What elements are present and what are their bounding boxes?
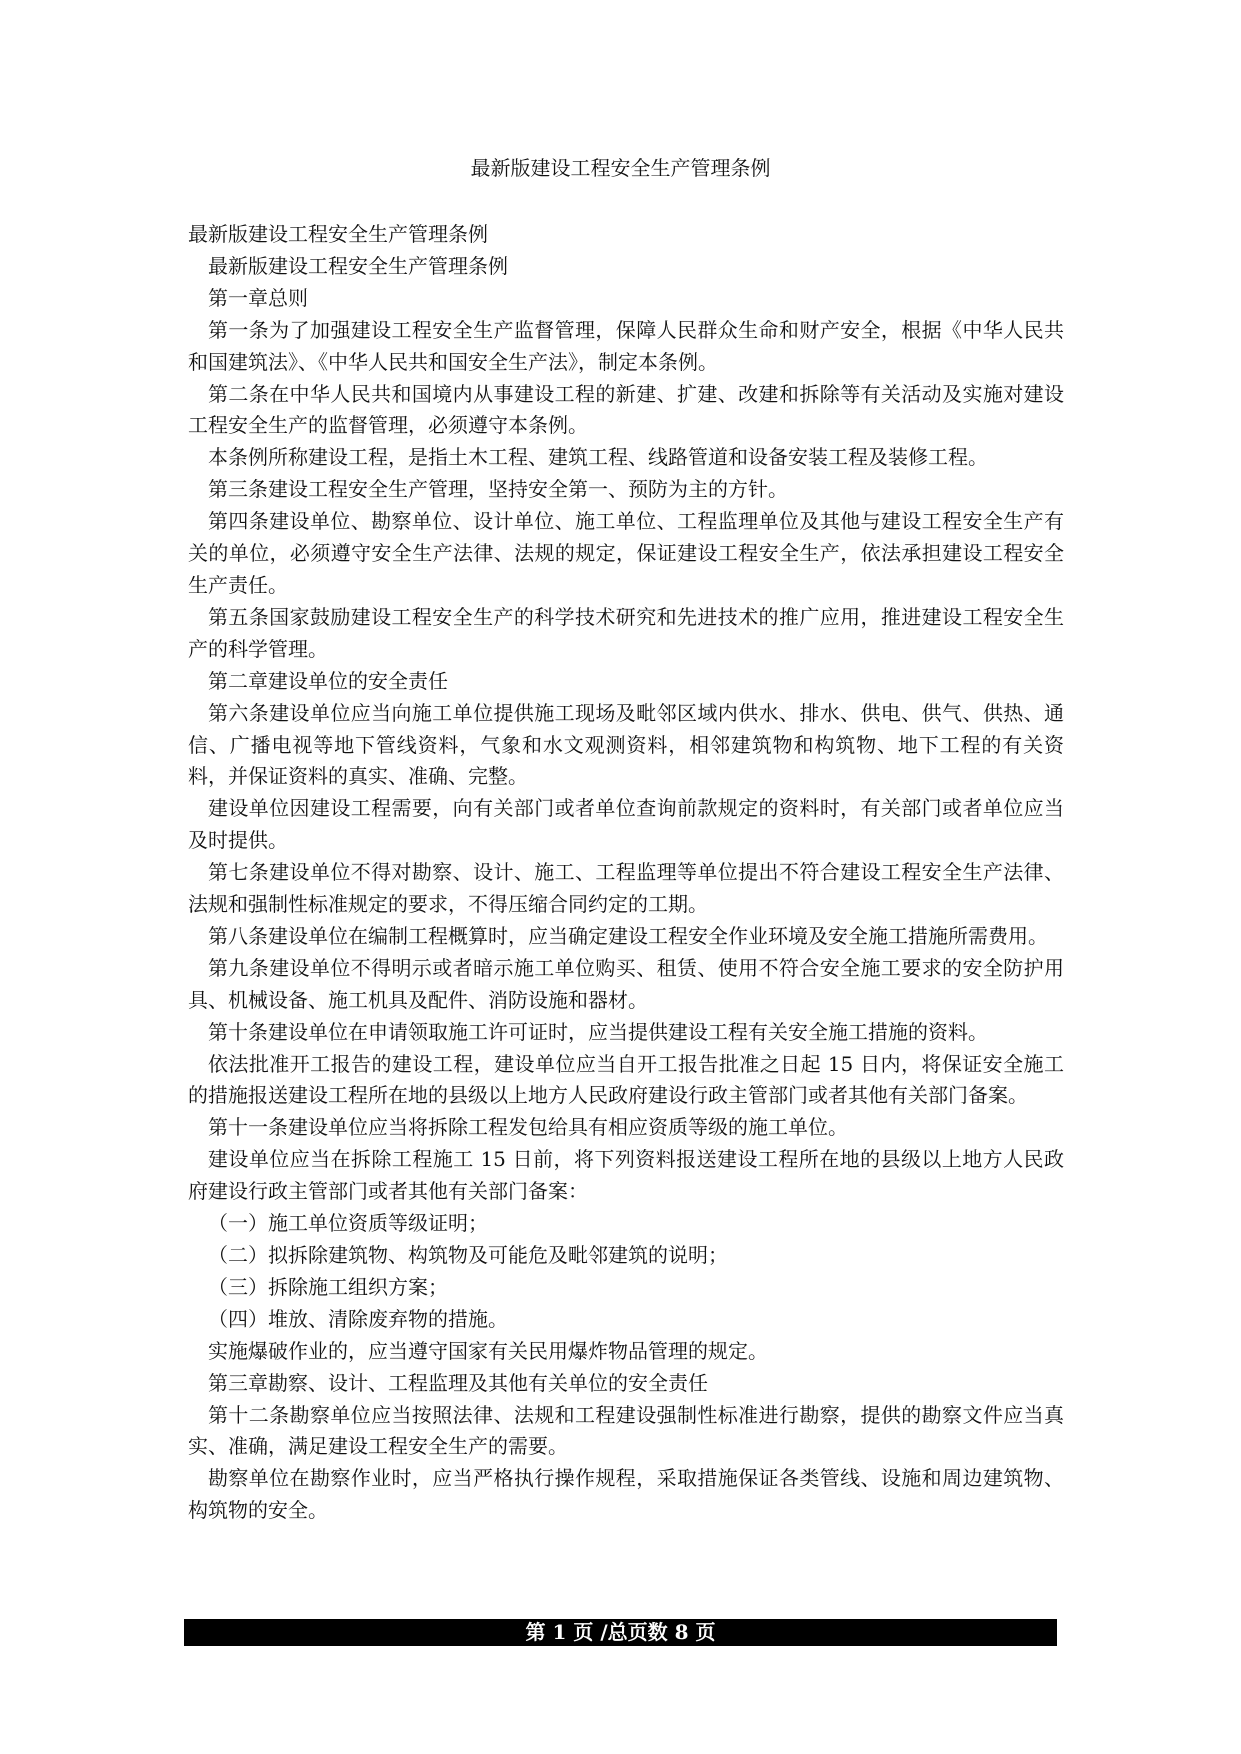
document-title: 最新版建设工程安全生产管理条例 [470,156,771,180]
paragraph: （三）拆除施工组织方案； [208,1274,448,1299]
paragraph: 实施爆破作业的，应当遵守国家有关民用爆炸物品管理的规定。 [208,1338,768,1363]
paragraph: 第五条国家鼓励建设工程安全生产的科学技术研究和先进技术的推广应用，推进建设工程安全生产的科学管理。 [188,604,1064,661]
paragraph: （四）堆放、清除废弃物的措施。 [208,1306,508,1331]
paragraph: 第十条建设单位在申请领取施工许可证时，应当提供建设工程有关安全施工措施的资料。 [208,1019,988,1044]
paragraph: 第二条在中华人民共和国境内从事建设工程的新建、扩建、改建和拆除等有关活动及实施对建设工程安全生产的监督管理，必须遵守本条例。 [188,381,1064,438]
paragraph: 第一条为了加强建设工程安全生产监督管理，保障人民群众生命和财产安全，根据《中华人民共和国建筑法》、《中华人民共和国安全生产法》，制定本条例。 [188,317,1064,374]
paragraph: 最新版建设工程安全生产管理条例 [188,222,488,246]
paragraph: 本条例所称建设工程，是指土木工程、建筑工程、线路管道和设备安装工程及装修工程。 [208,445,988,470]
paragraph: 建设单位应当在拆除工程施工 15 日前，将下列资料报送建设工程所在地的县级以上地方人民政府建设行政主管部门或者其他有关部门备案： [188,1147,1064,1204]
paragraph: 第十二条勘察单位应当按照法律、法规和工程建设强制性标准进行勘察，提供的勘察文件应当真实、准确，满足建设工程安全生产的需要。 [188,1402,1064,1459]
paragraph: （二）拟拆除建筑物、构筑物及可能危及毗邻建筑的说明； [208,1243,728,1267]
paragraph: 第七条建设单位不得对勘察、设计、施工、工程监理等单位提出不符合建设工程安全生产法律、法规和强制性标准规定的要求，不得压缩合同约定的工期。 [188,860,1064,917]
paragraph: 第九条建设单位不得明示或者暗示施工单位购买、租赁、使用不符合安全施工要求的安全防护用具、机械设备、施工机具及配件、消防设施和器材。 [188,955,1064,1012]
paragraph: 第六条建设单位应当向施工单位提供施工现场及毗邻区域内供水、排水、供电、供气、供热、通信、广播电视等地下管线资料，气象和水文观测资料，相邻建筑物和构筑物、地下工程的有关资料，并保证资料的真实、准确、完整。 [188,700,1064,789]
paragraph: 勘察单位在勘察作业时，应当严格执行操作规程，采取措施保证各类管线、设施和周边建筑物、构筑物的安全。 [188,1466,1064,1523]
paragraph: 第三条建设工程安全生产管理，坚持安全第一、预防为主的方针。 [208,477,788,502]
paragraph: 第三章勘察、设计、工程监理及其他有关单位的安全责任 [208,1370,708,1395]
paragraph: （一）施工单位资质等级证明； [208,1211,488,1236]
page-number-label: 第 1 页 /总页数 8 页 [525,1620,716,1644]
paragraph: 建设单位因建设工程需要，向有关部门或者单位查询前款规定的资料时，有关部门或者单位应当及时提供。 [188,796,1064,853]
page-footer-bar [184,1619,1057,1646]
paragraph: 第四条建设单位、勘察单位、设计单位、施工单位、工程监理单位及其他与建设工程安全生产有关的单位，必须遵守安全生产法律、法规的规定，保证建设工程安全生产，依法承担建设工程安全生产责任。 [188,509,1064,597]
paragraph: 第八条建设单位在编制工程概算时，应当确定建设工程安全作业环境及安全施工措施所需费用。 [208,923,1048,948]
paragraph: 第十一条建设单位应当将拆除工程发包给具有相应资质等级的施工单位。 [208,1115,848,1140]
paragraph: 第一章总则 [208,285,308,310]
document-body [188,219,1064,1527]
paragraph: 第二章建设单位的安全责任 [208,668,448,693]
paragraph: 依法批准开工报告的建设工程，建设单位应当自开工报告批准之日起 15 日内，将保证安全施工的措施报送建设工程所在地的县级以上地方人民政府建设行政主管部门或者其他有关部门备案。 [188,1051,1064,1108]
paragraph: 最新版建设工程安全生产管理条例 [208,253,508,278]
